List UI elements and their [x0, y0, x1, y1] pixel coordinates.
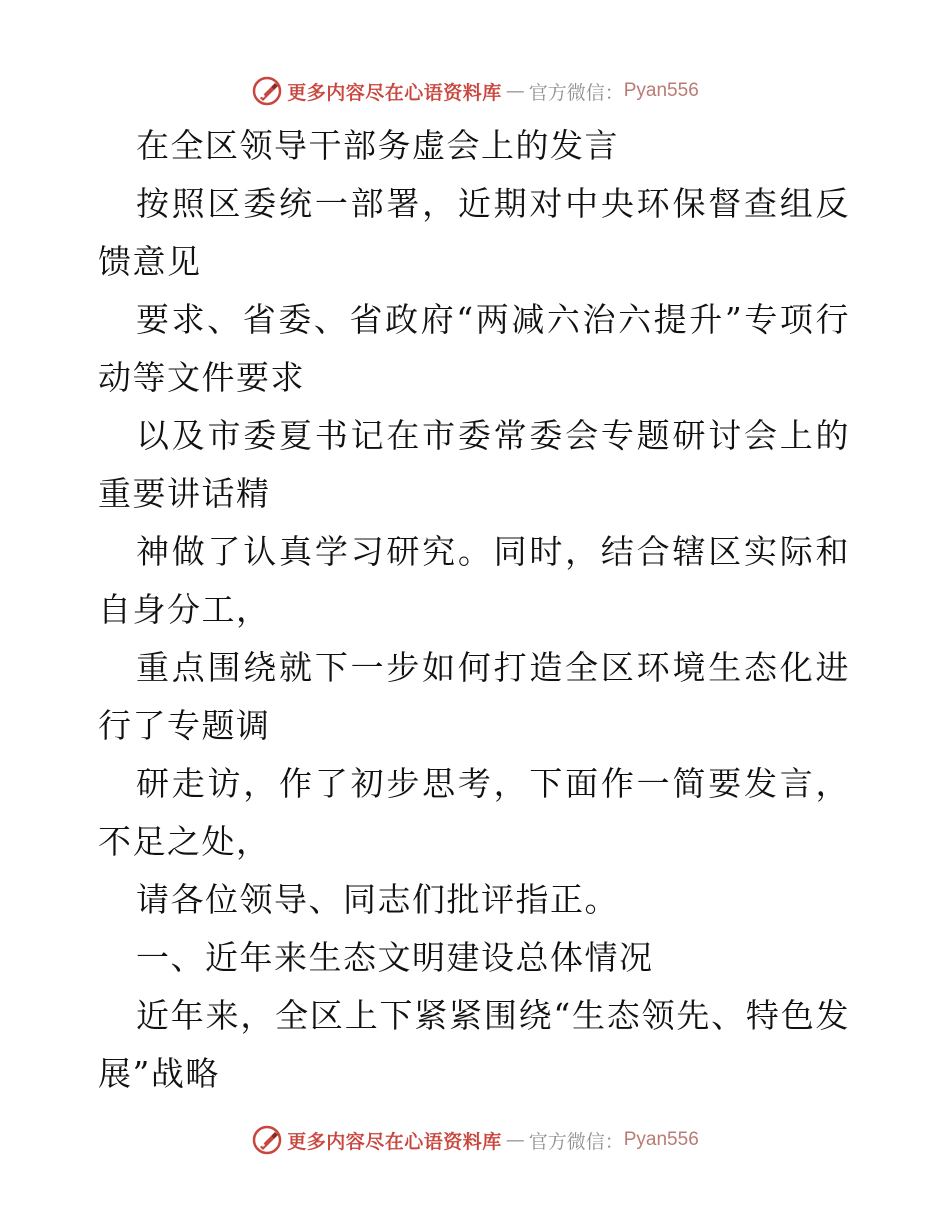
wechat-id: Pyan556 [623, 80, 699, 101]
paragraph: 按照区委统一部署，近期对中央环保督查组反馈意见 [98, 184, 850, 281]
banner-separator: — [505, 80, 525, 102]
paragraph: 研走访，作了初步思考，下面作一简要发言，不足之处， [98, 764, 850, 861]
header-banner [0, 71, 950, 111]
banner-separator: — [505, 1129, 525, 1151]
pen-logo-icon [251, 1124, 283, 1156]
wechat-label: 官方微信： [528, 1130, 624, 1153]
promo-text: 更多内容尽在心语资料库 [287, 1130, 502, 1153]
wechat-id: Pyan556 [623, 1129, 699, 1150]
paragraph: 重点围绕就下一步如何打造全区环境生态化进行了专题调 [98, 648, 850, 745]
section-heading: 一、近年来生态文明建设总体情况 [136, 938, 654, 977]
document-title: 在全区领导干部务虚会上的发言 [136, 126, 619, 165]
paragraph: 请各位领导、同志们批评指正。 [136, 880, 619, 919]
paragraph: 要求、省委、省政府“两减六治六提升”专项行动等文件要求 [98, 300, 850, 397]
footer-banner [0, 1120, 950, 1160]
promo-text: 更多内容尽在心语资料库 [287, 81, 502, 104]
wechat-label: 官方微信： [528, 81, 624, 104]
paragraph: 近年来，全区上下紧紧围绕“生态领先、特色发展”战略 [98, 996, 850, 1093]
pen-logo-icon [251, 75, 283, 107]
paragraph: 神做了认真学习研究。同时，结合辖区实际和自身分工， [98, 532, 850, 629]
paragraph: 以及市委夏书记在市委常委会专题研讨会上的重要讲话精 [98, 416, 850, 513]
document-body [98, 117, 850, 1103]
